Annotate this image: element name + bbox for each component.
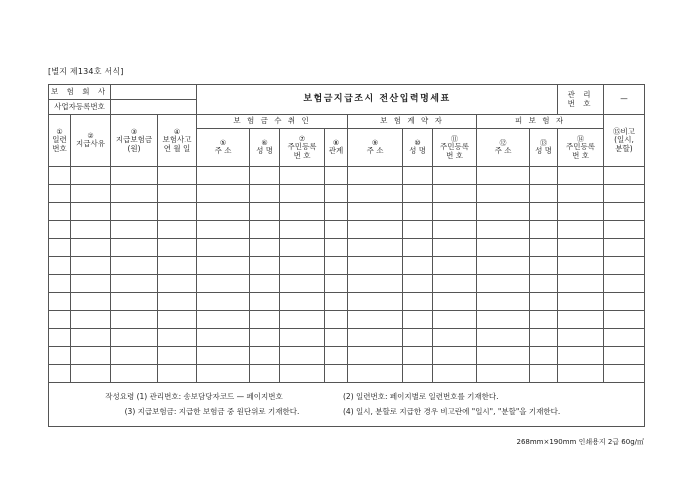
entry-cell[interactable]: [477, 185, 530, 203]
col-remarks: ⑮비고 (일시, 분할): [604, 115, 645, 167]
entry-cell[interactable]: [250, 329, 280, 347]
entry-cell[interactable]: [433, 347, 477, 365]
col-policyholder-address: ⑨ 주 소: [348, 129, 403, 167]
entry-cell[interactable]: [158, 257, 197, 275]
entry-cell[interactable]: [403, 329, 433, 347]
entry-cell[interactable]: [530, 221, 558, 239]
entry-cell[interactable]: [197, 167, 250, 185]
entry-cell[interactable]: [197, 203, 250, 221]
entry-cell[interactable]: [530, 347, 558, 365]
entry-cell[interactable]: [403, 347, 433, 365]
entry-cell[interactable]: [71, 203, 111, 221]
entry-cell[interactable]: [197, 293, 250, 311]
entry-cell[interactable]: [197, 185, 250, 203]
table-row: [49, 221, 645, 239]
entry-cell[interactable]: [433, 203, 477, 221]
group-policyholder: 보 험 계 약 자: [348, 115, 477, 129]
entry-cell[interactable]: [604, 311, 645, 329]
entry-cell[interactable]: [250, 311, 280, 329]
entry-cell[interactable]: [71, 257, 111, 275]
entry-cell[interactable]: [71, 329, 111, 347]
entry-cell[interactable]: [71, 311, 111, 329]
entry-cell[interactable]: [197, 239, 250, 257]
entry-cell[interactable]: [250, 275, 280, 293]
entry-cell[interactable]: [403, 257, 433, 275]
entry-cell[interactable]: [403, 221, 433, 239]
entry-cell[interactable]: [250, 221, 280, 239]
entry-cell[interactable]: [325, 311, 348, 329]
table-row: [49, 203, 645, 221]
entry-cell[interactable]: [403, 239, 433, 257]
table-row: [49, 239, 645, 257]
entry-cell[interactable]: [433, 365, 477, 383]
entry-cell[interactable]: [558, 329, 604, 347]
entry-cell[interactable]: [111, 365, 158, 383]
entry-cell[interactable]: [604, 347, 645, 365]
col-insured-id: ⑭ 주민등록 번 호: [558, 129, 604, 167]
entry-cell[interactable]: [158, 275, 197, 293]
entry-cell[interactable]: [158, 311, 197, 329]
entry-cell[interactable]: [604, 329, 645, 347]
business-registration-label: 사업자등록번호: [49, 100, 111, 115]
entry-cell[interactable]: [111, 239, 158, 257]
entry-cell[interactable]: [325, 239, 348, 257]
entry-cell[interactable]: [433, 239, 477, 257]
entry-cell[interactable]: [71, 347, 111, 365]
entry-cell[interactable]: [71, 275, 111, 293]
instruction-3: (3) 지급보험금: 지급한 보험금 중 원단위로 기재한다.: [124, 406, 300, 416]
group-beneficiary: 보 험 금 수 취 인: [197, 115, 348, 129]
entry-cell[interactable]: [197, 347, 250, 365]
entry-cell[interactable]: [280, 293, 325, 311]
entry-cell[interactable]: [348, 275, 403, 293]
entry-cell[interactable]: [348, 239, 403, 257]
entry-cell[interactable]: [280, 239, 325, 257]
entry-cell[interactable]: [49, 275, 71, 293]
entry-cell[interactable]: [604, 167, 645, 185]
entry-cell[interactable]: [604, 293, 645, 311]
entry-cell[interactable]: [604, 221, 645, 239]
table-row: [49, 347, 645, 365]
entry-cell[interactable]: [558, 365, 604, 383]
entry-cell[interactable]: [111, 329, 158, 347]
table-row: [49, 329, 645, 347]
entry-cell[interactable]: [280, 221, 325, 239]
entry-cell[interactable]: [197, 329, 250, 347]
col-insured-name: ⑬ 성 명: [530, 129, 558, 167]
entry-cell[interactable]: [158, 293, 197, 311]
entry-cell[interactable]: [433, 185, 477, 203]
entry-cell[interactable]: [280, 365, 325, 383]
entry-cell[interactable]: [49, 347, 71, 365]
entry-cell[interactable]: [71, 365, 111, 383]
entry-cell[interactable]: [250, 185, 280, 203]
table-row: [49, 167, 645, 185]
table-row: [49, 311, 645, 329]
entry-cell[interactable]: [111, 221, 158, 239]
input-statement-table: [48, 84, 645, 427]
entry-cell[interactable]: [111, 293, 158, 311]
instruction-4: (4) 일시, 분할로 지급한 경우 비고란에 "일시", "분할"을 기재한다.: [343, 406, 561, 416]
entry-cell[interactable]: [530, 185, 558, 203]
col-beneficiary-id: ⑦ 주민등록 번 호: [280, 129, 325, 167]
entry-cell[interactable]: [71, 239, 111, 257]
entry-cell[interactable]: [325, 365, 348, 383]
entry-cell[interactable]: [111, 203, 158, 221]
entry-cell[interactable]: [403, 167, 433, 185]
entry-cell[interactable]: [348, 311, 403, 329]
entry-cell[interactable]: [250, 239, 280, 257]
entry-cell[interactable]: [111, 347, 158, 365]
entry-cell[interactable]: [530, 329, 558, 347]
entry-cell[interactable]: [433, 311, 477, 329]
entry-cell[interactable]: [403, 365, 433, 383]
entry-cell[interactable]: [403, 311, 433, 329]
entry-cell[interactable]: [558, 203, 604, 221]
entry-cell[interactable]: [111, 311, 158, 329]
entry-cell[interactable]: [197, 275, 250, 293]
insurer-value[interactable]: [111, 85, 197, 100]
entry-cell[interactable]: [530, 257, 558, 275]
entry-cell[interactable]: [477, 311, 530, 329]
col-policyholder-name: ⑩ 성 명: [403, 129, 433, 167]
entry-cell[interactable]: [71, 293, 111, 311]
entry-cell[interactable]: [558, 239, 604, 257]
entry-cell[interactable]: [325, 167, 348, 185]
entry-cell[interactable]: [280, 275, 325, 293]
entry-cell[interactable]: [348, 185, 403, 203]
entry-cell[interactable]: [158, 185, 197, 203]
instruction-2: (2) 일련번호: 페이지별로 일련번호를 기재한다.: [343, 391, 499, 401]
entry-cell[interactable]: [558, 275, 604, 293]
entry-cell[interactable]: [477, 329, 530, 347]
entry-cell[interactable]: [325, 329, 348, 347]
entry-cell[interactable]: [433, 293, 477, 311]
entry-cell[interactable]: [477, 275, 530, 293]
entry-cell[interactable]: [325, 293, 348, 311]
col-beneficiary-relation: ⑧ 관계: [325, 129, 348, 167]
group-insured: 피 보 험 자: [477, 115, 604, 129]
entry-cell[interactable]: [158, 167, 197, 185]
form-number: [별지 제134호 서식]: [48, 67, 124, 76]
entry-cell[interactable]: [325, 257, 348, 275]
entry-cell[interactable]: [158, 329, 197, 347]
entry-cell[interactable]: [433, 257, 477, 275]
entry-cell[interactable]: [403, 185, 433, 203]
entry-cell[interactable]: [280, 311, 325, 329]
col-serial-number: ① 일련 번호: [49, 115, 71, 167]
entry-cell[interactable]: [250, 257, 280, 275]
entry-cell[interactable]: [280, 185, 325, 203]
entry-cell[interactable]: [348, 293, 403, 311]
entry-cell[interactable]: [49, 365, 71, 383]
entry-cell[interactable]: [530, 167, 558, 185]
col-insured-address: ⑫ 주 소: [477, 129, 530, 167]
col-beneficiary-address: ⑤ 주 소: [197, 129, 250, 167]
entry-cell[interactable]: [250, 167, 280, 185]
entry-cell[interactable]: [604, 257, 645, 275]
entry-cell[interactable]: [49, 203, 71, 221]
entry-cell[interactable]: [250, 365, 280, 383]
entry-cell[interactable]: [250, 347, 280, 365]
entry-cell[interactable]: [403, 293, 433, 311]
entry-cell[interactable]: [558, 311, 604, 329]
entry-cell[interactable]: [158, 347, 197, 365]
business-registration-value[interactable]: [111, 100, 197, 115]
entry-cell[interactable]: [49, 293, 71, 311]
entry-cell[interactable]: [158, 221, 197, 239]
entry-cell[interactable]: [325, 221, 348, 239]
table-row: [49, 185, 645, 203]
table-row: [49, 293, 645, 311]
entry-cell[interactable]: [558, 293, 604, 311]
entry-cell[interactable]: [49, 257, 71, 275]
entry-cell[interactable]: [558, 347, 604, 365]
entry-cell[interactable]: [197, 311, 250, 329]
entry-cell[interactable]: [477, 167, 530, 185]
insurer-label: 보 험 회 사: [49, 85, 111, 100]
entry-cell[interactable]: [403, 275, 433, 293]
entry-cell[interactable]: [604, 365, 645, 383]
entry-cell[interactable]: [250, 203, 280, 221]
entry-cell[interactable]: [433, 275, 477, 293]
entry-cell[interactable]: [433, 221, 477, 239]
entry-cell[interactable]: [111, 167, 158, 185]
entry-cell[interactable]: [280, 167, 325, 185]
entry-cell[interactable]: [325, 275, 348, 293]
entry-cell[interactable]: [280, 347, 325, 365]
entry-cell[interactable]: [348, 167, 403, 185]
entry-cell[interactable]: [604, 185, 645, 203]
entry-cell[interactable]: [558, 167, 604, 185]
entry-cell[interactable]: [348, 347, 403, 365]
entry-cell[interactable]: [158, 239, 197, 257]
entry-cell[interactable]: [433, 167, 477, 185]
entry-cell[interactable]: [49, 239, 71, 257]
entry-cell[interactable]: [49, 221, 71, 239]
entry-cell[interactable]: [530, 203, 558, 221]
entry-cell[interactable]: [71, 221, 111, 239]
entry-cell[interactable]: [71, 167, 111, 185]
entry-cell[interactable]: [71, 185, 111, 203]
table-row: [49, 257, 645, 275]
instructions: [49, 383, 645, 427]
entry-cell[interactable]: [477, 293, 530, 311]
entry-cell[interactable]: [558, 185, 604, 203]
entry-cell[interactable]: [348, 329, 403, 347]
entry-cell[interactable]: [348, 257, 403, 275]
entry-cell[interactable]: [280, 203, 325, 221]
entry-cell[interactable]: [530, 311, 558, 329]
entry-cell[interactable]: [558, 221, 604, 239]
entry-cell[interactable]: [49, 329, 71, 347]
entry-cell[interactable]: [280, 257, 325, 275]
entry-cell[interactable]: [49, 311, 71, 329]
entry-cell[interactable]: [604, 239, 645, 257]
col-beneficiary-name: ⑥ 성 명: [250, 129, 280, 167]
entry-cell[interactable]: [158, 203, 197, 221]
entry-cell[interactable]: [477, 347, 530, 365]
entry-cell[interactable]: [158, 365, 197, 383]
entry-cell[interactable]: [477, 257, 530, 275]
entry-cell[interactable]: [325, 347, 348, 365]
entry-cell[interactable]: [433, 329, 477, 347]
entry-cell[interactable]: [111, 275, 158, 293]
col-accident-date: ④ 보험사고 연 월 일: [158, 115, 197, 167]
entry-cell[interactable]: [530, 275, 558, 293]
table-row: [49, 365, 645, 383]
entry-cell[interactable]: [111, 257, 158, 275]
entry-cell[interactable]: [325, 185, 348, 203]
entry-cell[interactable]: [49, 167, 71, 185]
entry-cell[interactable]: [530, 293, 558, 311]
entry-cell[interactable]: [250, 293, 280, 311]
entry-cell[interactable]: [530, 239, 558, 257]
entry-cell[interactable]: [111, 185, 158, 203]
instruction-1: 작성요령 (1) 관리번호: 송보담당자코드 — 페이지번호: [105, 391, 283, 401]
entry-cell[interactable]: [403, 203, 433, 221]
table-row: [49, 275, 645, 293]
col-payment-reason: ② 지급사유: [71, 115, 111, 167]
entry-cell[interactable]: [477, 221, 530, 239]
entry-cell[interactable]: [49, 185, 71, 203]
entry-cell[interactable]: [348, 221, 403, 239]
entry-cell[interactable]: [280, 329, 325, 347]
management-number-value[interactable]: —: [604, 85, 645, 115]
entry-cell[interactable]: [477, 239, 530, 257]
paper-spec: 268mm×190mm 인쇄용지 2급 60g/㎡: [516, 438, 644, 446]
entry-cell[interactable]: [604, 275, 645, 293]
col-policyholder-id: ⑪ 주민등록 번 호: [433, 129, 477, 167]
entry-cell[interactable]: [348, 365, 403, 383]
entry-cell[interactable]: [197, 365, 250, 383]
entry-cell[interactable]: [558, 257, 604, 275]
entry-cell[interactable]: [348, 203, 403, 221]
management-number-label: 관 리 번 호: [558, 85, 604, 115]
entry-cell[interactable]: [477, 203, 530, 221]
entry-cell[interactable]: [477, 365, 530, 383]
col-payment-amount: ③ 지급보험금 (원): [111, 115, 158, 167]
entry-cell[interactable]: [325, 203, 348, 221]
entry-cell[interactable]: [197, 257, 250, 275]
form-title: 보험금지급조시 전산입력명세표: [197, 85, 558, 115]
entry-cell[interactable]: [604, 203, 645, 221]
entry-cell[interactable]: [530, 365, 558, 383]
entry-cell[interactable]: [197, 221, 250, 239]
